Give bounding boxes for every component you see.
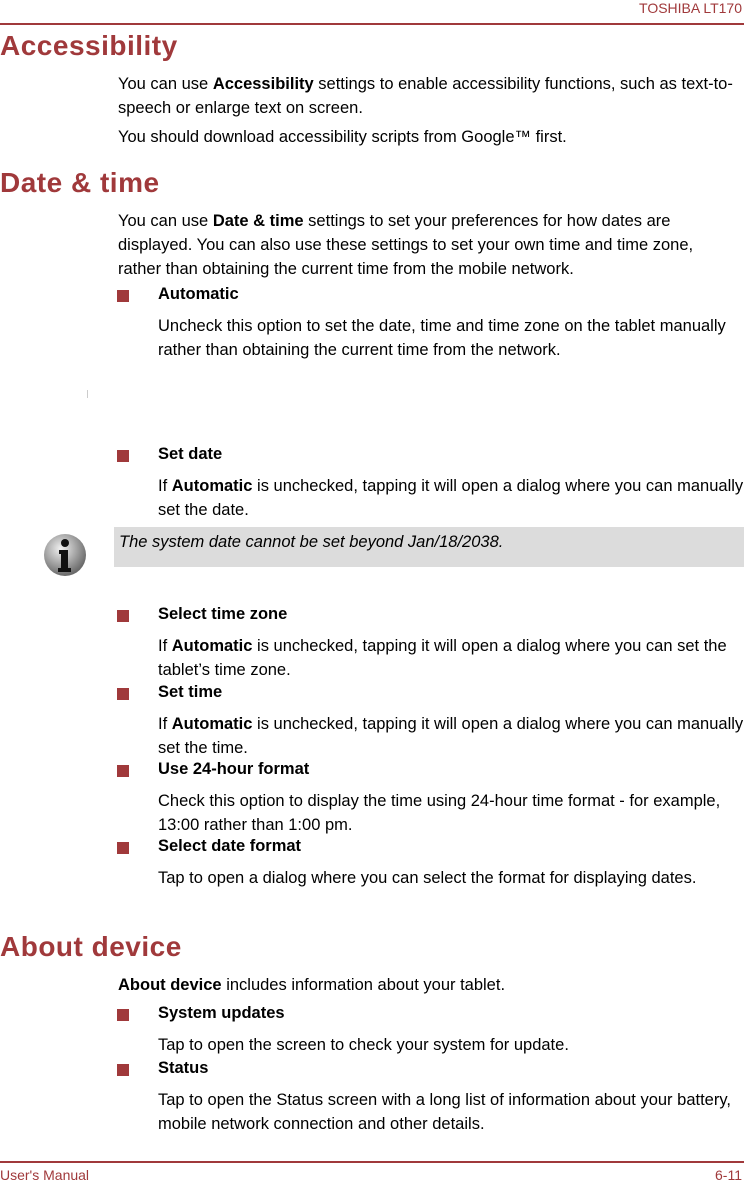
heading-about-device: About device	[0, 931, 182, 962]
item-desc-set-date: If Automatic is unchecked, tapping it will open a dialog where you can manually set the date.	[158, 477, 744, 519]
heading-accessibility: Accessibility	[0, 30, 178, 61]
footer-manual-title: User's Manual	[0, 1167, 90, 1183]
bullet-icon	[117, 1064, 129, 1076]
about-device-paragraph: About device includes information about your tablet.	[118, 976, 506, 994]
item-title-system-updates: System updates	[158, 1004, 285, 1022]
bullet-icon	[117, 842, 129, 854]
bullet-icon	[117, 290, 129, 302]
footer-rule	[0, 1161, 744, 1163]
item-desc-system-updates: Tap to open the screen to check your system for update.	[158, 1036, 569, 1054]
bullet-icon	[117, 610, 129, 622]
header-product-name: TOSHIBA LT170	[639, 0, 742, 16]
bullet-icon	[117, 765, 129, 777]
item-desc-select-time-zone: If Automatic is unchecked, tapping it will open a dialog where you can set the tablet’s time zone.	[158, 637, 727, 679]
item-desc-automatic: Uncheck this option to set the date, time and time zone on the tablet manually rather than obtaining the current time from the network.	[158, 317, 726, 359]
item-desc-set-time: If Automatic is unchecked, tapping it will open a dialog where you can manually set the time.	[158, 715, 744, 757]
accessibility-paragraph-1: You can use Accessibility settings to enable accessibility functions, such as text-to-speech or enlarge text on screen.	[118, 75, 733, 117]
footer-page-number: 6-11	[715, 1167, 742, 1183]
note-box	[114, 527, 744, 567]
accessibility-paragraph-2: You should download accessibility scripts from Google™ first.	[118, 128, 567, 146]
item-title-automatic: Automatic	[158, 285, 239, 303]
item-title-set-date: Set date	[158, 445, 223, 463]
bullet-icon	[117, 450, 129, 462]
item-title-set-time: Set time	[158, 683, 223, 701]
item-title-status: Status	[158, 1059, 209, 1077]
header-rule	[0, 23, 744, 25]
bullet-icon	[117, 688, 129, 700]
item-desc-24-hour: Check this option to display the time using 24-hour time format - for example, 13:00 rather than 1:00 pm.	[158, 792, 721, 834]
item-title-select-time-zone: Select time zone	[158, 605, 288, 623]
note-text: The system date cannot be set beyond Jan/18/2038.	[119, 533, 504, 551]
info-icon	[43, 533, 87, 577]
item-title-date-format: Select date format	[158, 837, 302, 855]
divider-mark	[87, 390, 88, 398]
item-desc-status: Tap to open the Status screen with a long list of information about your battery, mobile network connection and other details.	[158, 1091, 731, 1133]
bullet-icon	[117, 1009, 129, 1021]
item-desc-date-format: Tap to open a dialog where you can select the format for displaying dates.	[158, 869, 697, 887]
date-time-paragraph: You can use Date & time settings to set your preferences for how dates are displayed. You can also use these settings to set your own time and time zone, rather than obtaining the current time from the mobile network.	[118, 212, 694, 278]
heading-date-time: Date & time	[0, 167, 160, 198]
item-title-24-hour: Use 24-hour format	[158, 760, 310, 778]
